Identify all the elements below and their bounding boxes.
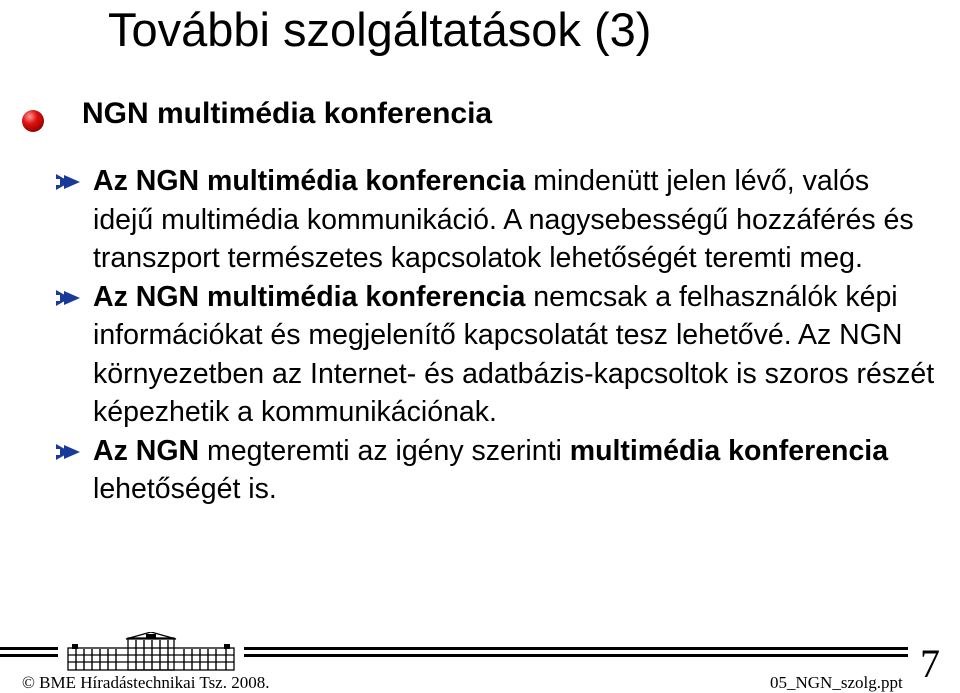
bullet-3-bold: Az NGN [93,434,200,467]
bullet-item-1 [56,162,936,278]
footer-rule-left-2 [0,654,58,657]
red-ball-icon [22,110,44,132]
bullet-1-bold: Az NGN multimédia konferencia [93,165,526,197]
bullet-2-bold: Az NGN multimédia konferencia [93,280,526,313]
footer-rule-right-2 [244,654,908,657]
bullet-2-text: nemcsak a felhasználók képi információkat és megjelenítő kapcsolatát tesz lehetővé. Az NGN környezetben az Internet- és adatbázis-kapcsoltok is szoros részét képezhetik a kommunikációnak. [93,280,935,428]
footer-rule-left-1 [0,647,58,650]
footer-filename: 05_NGN_szolg.ppt [770,673,903,692]
bullet-1-text: mindenütt jelen lévő, valós idejű multimédia kommunikáció. A nagysebességű hozzáférés és transzport természetes kapcsolatok lehetőségét teremti meg. [93,165,914,274]
bullet-3-text: megteremti az igény szerinti [199,434,570,467]
arrow-bullet-icon [56,290,82,306]
bullet-list [56,162,936,509]
footer-copyright: © BME Híradástechnikai Tsz. 2008. [22,673,270,692]
slide-title: További szolgáltatások (3) [108,3,652,56]
bullet-item-2 [56,278,936,432]
footer-rule-right-1 [244,647,908,650]
bullet-3-bold-2: multimédia konferencia [569,434,889,467]
slide-footer [0,630,960,692]
page-number: 7 [920,641,940,686]
arrow-bullet-icon [56,444,82,460]
arrow-bullet-icon [56,174,82,190]
bullet-item-3 [56,432,936,509]
bullet-3-text-2: lehetőségét is. [93,473,277,505]
main-topic-label: NGN multimédia konferencia [82,97,493,130]
university-building-logo [66,632,236,672]
